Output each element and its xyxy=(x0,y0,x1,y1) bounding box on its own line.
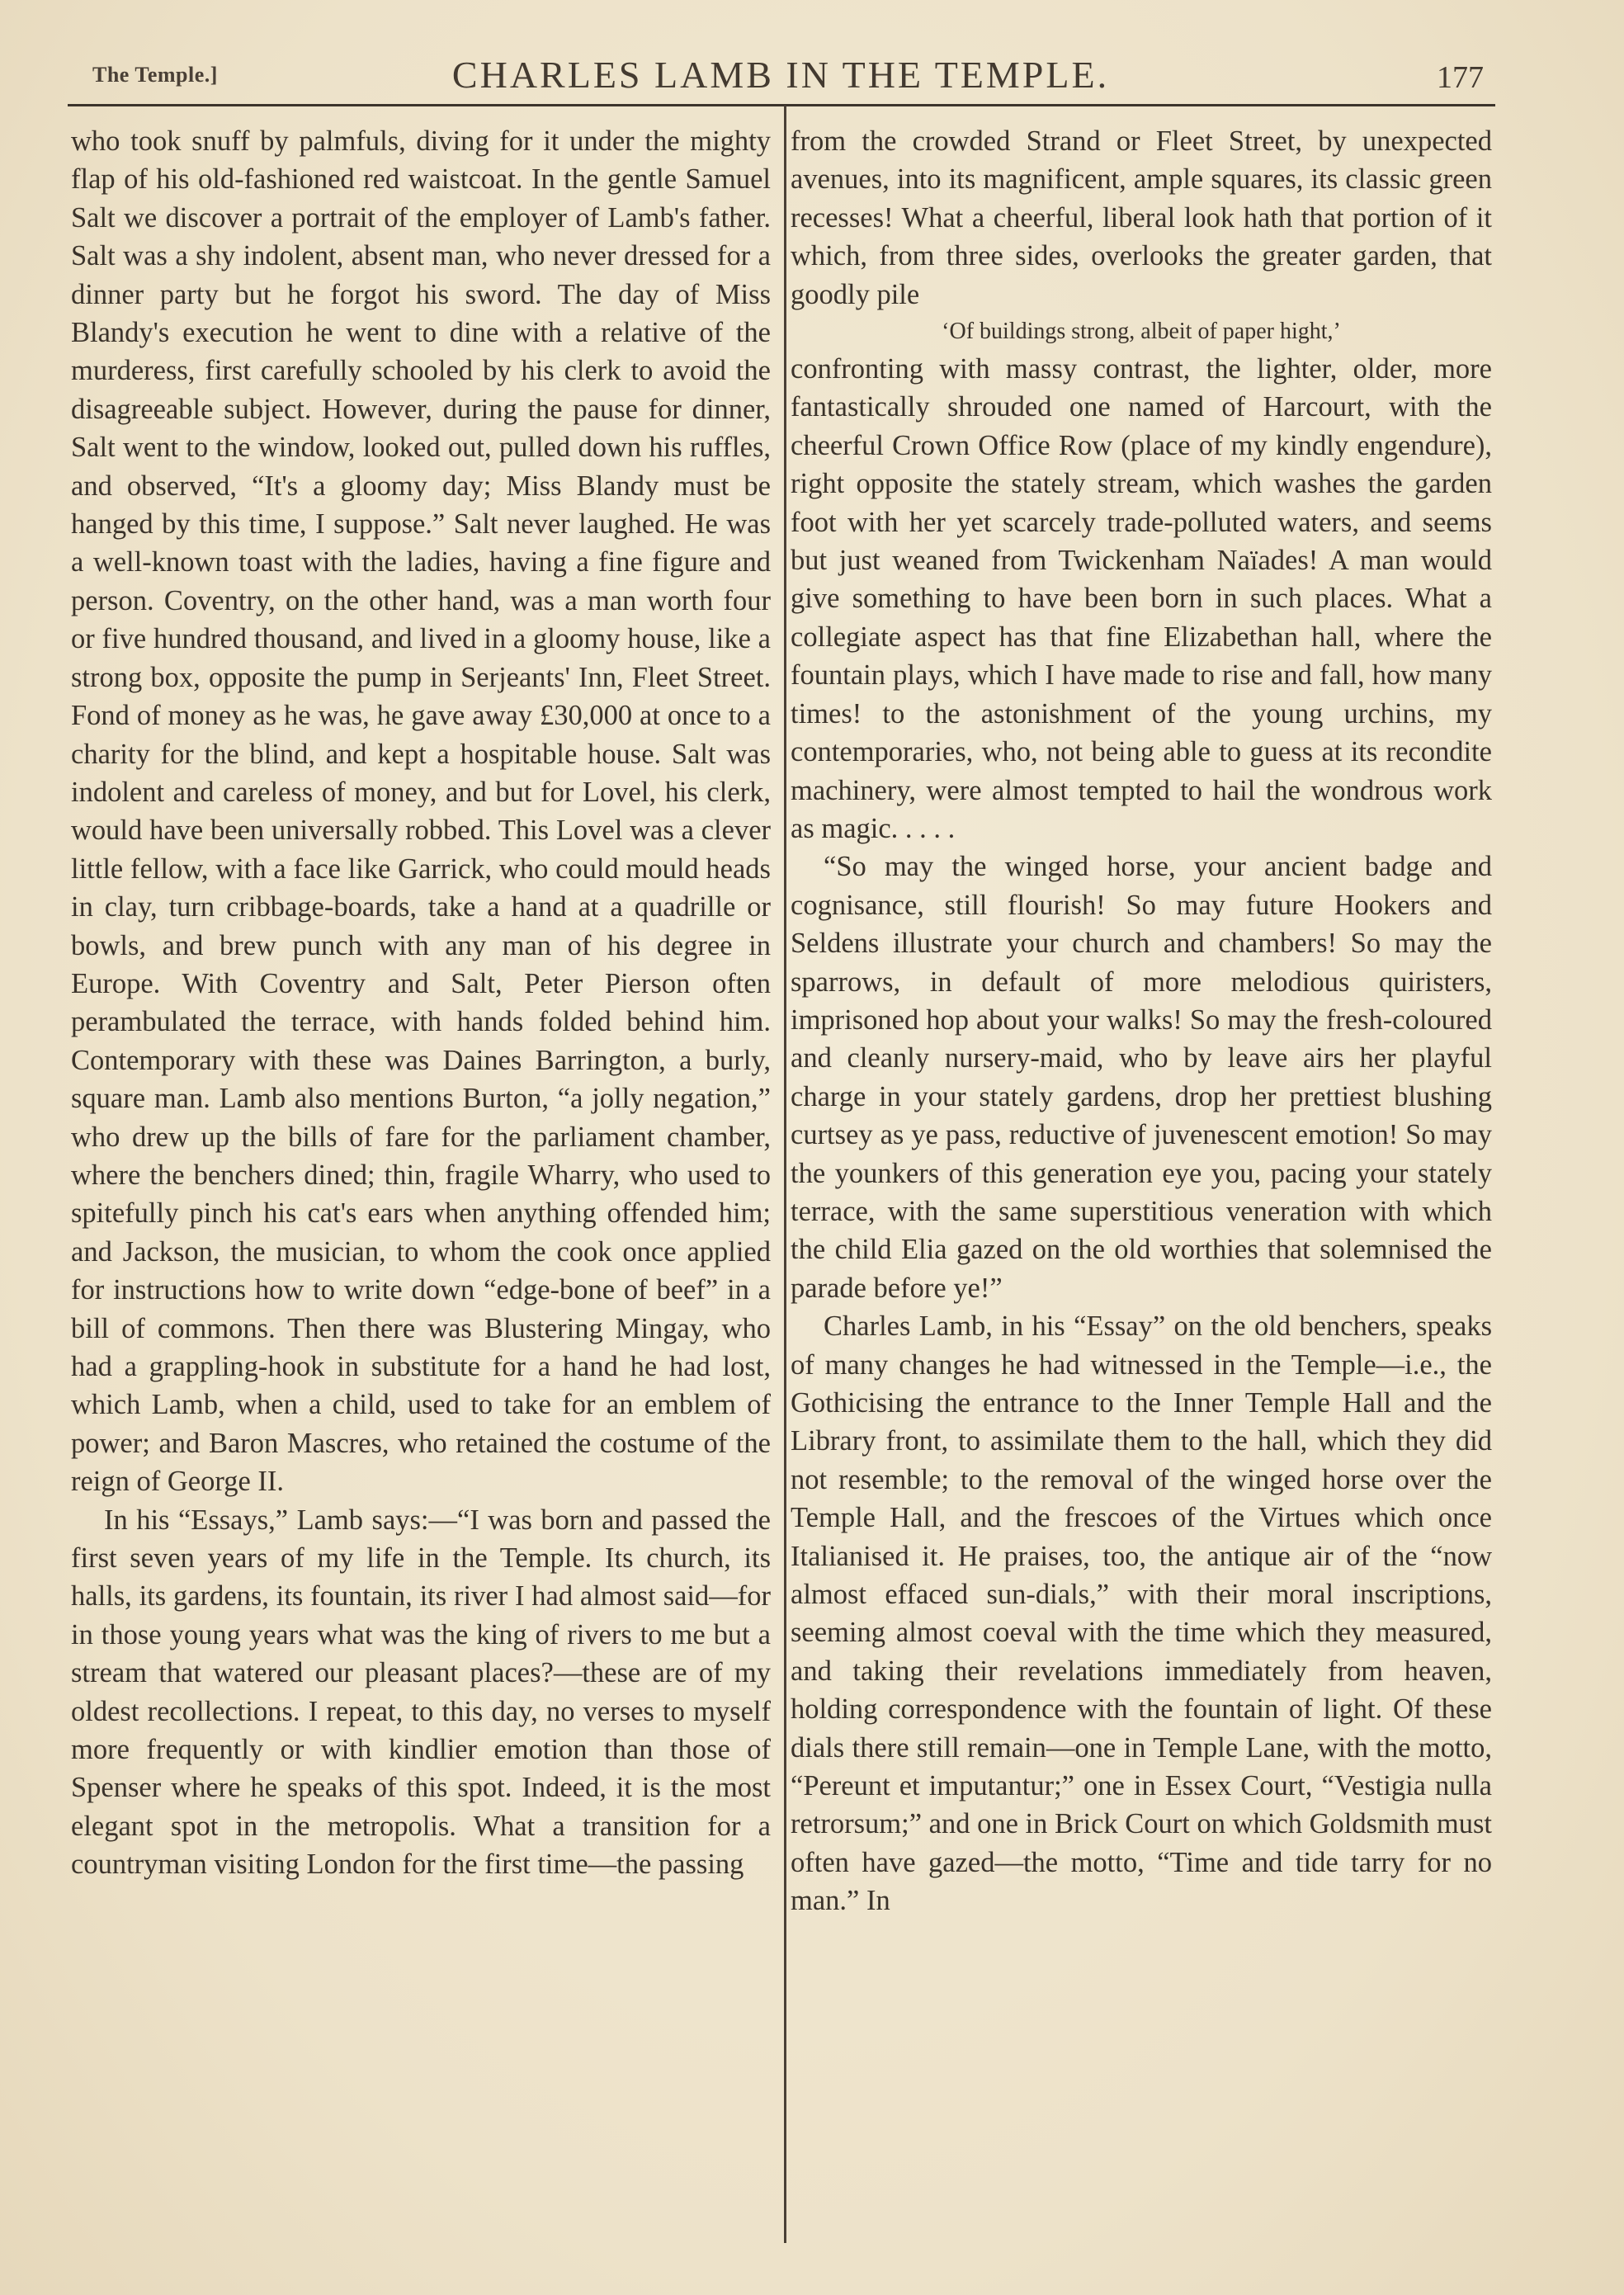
left-column xyxy=(71,122,771,1884)
paragraph: In his “Essays,” Lamb says:—“I was born and passed the first seven years of my life in the Temple. Its church, its halls, its gardens, its fountain, its river I had almost said—for in those young years what was the king of rivers to me but a stream that watered our pleasant places?—these are of my oldest recollections. I repeat, to this day, no verses to myself more frequently or with kindlier emotion than those of Spenser where he speaks of this spot. Indeed, it is the most elegant spot in the metropolis. What a transition for a countryman visiting London for the first time—the passing xyxy=(71,1504,771,1881)
column-divider xyxy=(784,106,786,2243)
running-head-title: CHARLES LAMB IN THE TEMPLE. xyxy=(451,54,1110,96)
page-number: 177 xyxy=(1437,60,1484,95)
paragraph: confronting with massy contrast, the lighter, older, more fantastically shrouded one named of Harcourt, with the cheerful Crown Office Row (place of my kindly engendure), right opposite the stately stream, which washes the garden foot with her yet scarcely trade-polluted waters, and seems but just weaned from Twickenham Naïades! A man would give something to have been born in such places. What a collegiate aspect has that fine Elizabethan hall, where the fountain plays, which I have made to rise and fall, how many times! to the astonishment of the young urchins, my contemporaries, who, not being able to guess at its recondite machinery, were almost tempted to hail the wondrous work as magic. . . . . xyxy=(791,353,1492,844)
paragraph: “So may the winged horse, your ancient badge and cognisance, still flourish! So may future Hookers and Seldens illustrate your church and chambers! So may the sparrows, in default of more melodious quiristers, imprisoned hop about your walks! So may the fresh-coloured and cleanly nursery-maid, who by leave airs her playful charge in your stately gardens, drop her prettiest blushing curtsey as ye pass, reductive of juvenescent emotion! So may the younkers of this generation eye you, pacing your stately terrace, with the same superstitious veneration with which the child Elia gazed on the old worthies that solemnised the parade before ye!” xyxy=(791,851,1492,1304)
right-column xyxy=(791,122,1492,1920)
paragraph: who took snuff by palmfuls, diving for it under the mighty flap of his old-fashioned red waistcoat. In the gentle Samuel Salt we discover a portrait of the employer of Lamb's father. Salt was a shy indolent, absent man, who never dressed for a dinner party but he forgot his sword. The day of Miss Blandy's execution he went to dine with a relative of the murderess, first carefully schooled by his clerk to avoid the disagreeable subject. However, during the pause for dinner, Salt went to the window, looked out, pulled down his ruffles, and observed, “It's a gloomy day; Miss Blandy must be hanged by this time, I suppose.” Salt never laughed. He was a well-known toast with the ladies, having a fine figure and person. Coventry, on the other hand, was a man worth four or five hundred thousand, and lived in a gloomy house, like a strong box, opposite the pump in Serjeants' Inn, Fleet Street. Fond of money as he was, he gave away £30,000 at once to a charity for the blind, and kept a hospitable house. Salt was indolent and careless of money, and but for Lovel, his clerk, would have been universally robbed. This Lovel was a clever little fellow, with a face like Garrick, who could mould heads in clay, turn cribbage-boards, take a hand at a quadrille or bowls, and brew punch with any man of his degree in Europe. With Coventry and Salt, Peter Pierson often perambulated the terrace, with hands folded behind him. Contemporary with these was Daines Barrington, a burly, square man. Lamb also mentions Burton, “a jolly negation,” who drew up the bills of fare for the parliament chamber, where the benchers dined; thin, fragile Wharry, who used to spitefully pinch his cat's ears when anything offended him; and Jackson, the musician, to whom the cook once applied for instructions how to write down “edge-bone of beef” in a bill of commons. Then there was Blustering Mingay, who had a grappling-hook in substitute for a hand he had lost, which Lamb, when a child, used to take for an emblem of power; and Baron Mascres, who retained the costume of the reign of George II. xyxy=(71,125,771,1498)
header-rule xyxy=(68,104,1495,106)
paragraph: from the crowded Strand or Fleet Street, by unexpected avenues, into its magnificent, ample squares, its classic green recesses! What a cheerful, liberal look hath that portion of it which, from three sides, overlooks the greater garden, that goodly pile xyxy=(791,125,1492,310)
paragraph: Charles Lamb, in his “Essay” on the old benchers, speaks of many changes he had witnessed in the Temple—i.e., the Gothicising the entrance to the Inner Temple Hall and the Library front, to assimilate them to the hall, which they did not resemble; to the removal of the winged horse over the Temple Hall, and the frescoes of the Virtues which once Italianised it. He praises, too, the antique air of the “now almost effaced sun-dials,” with their moral inscriptions, seeming almost coeval with the time which they measured, and taking their revelations immediately from heaven, holding correspondence with the fountain of light. Of these dials there still remain—one in Temple Lane, with the motto, “Pereunt et imputantur;” one in Essex Court, “Vestigia nulla retrorsum;” and one in Brick Court on which Goldsmith must often have gazed—the motto, “Time and tide tarry for no man.” In xyxy=(791,1310,1492,1917)
running-head xyxy=(68,48,1494,106)
verse-quotation: ‘Of buildings strong, albeit of paper hight,’ xyxy=(942,319,1341,345)
running-head-section: The Temple.] xyxy=(92,63,218,87)
